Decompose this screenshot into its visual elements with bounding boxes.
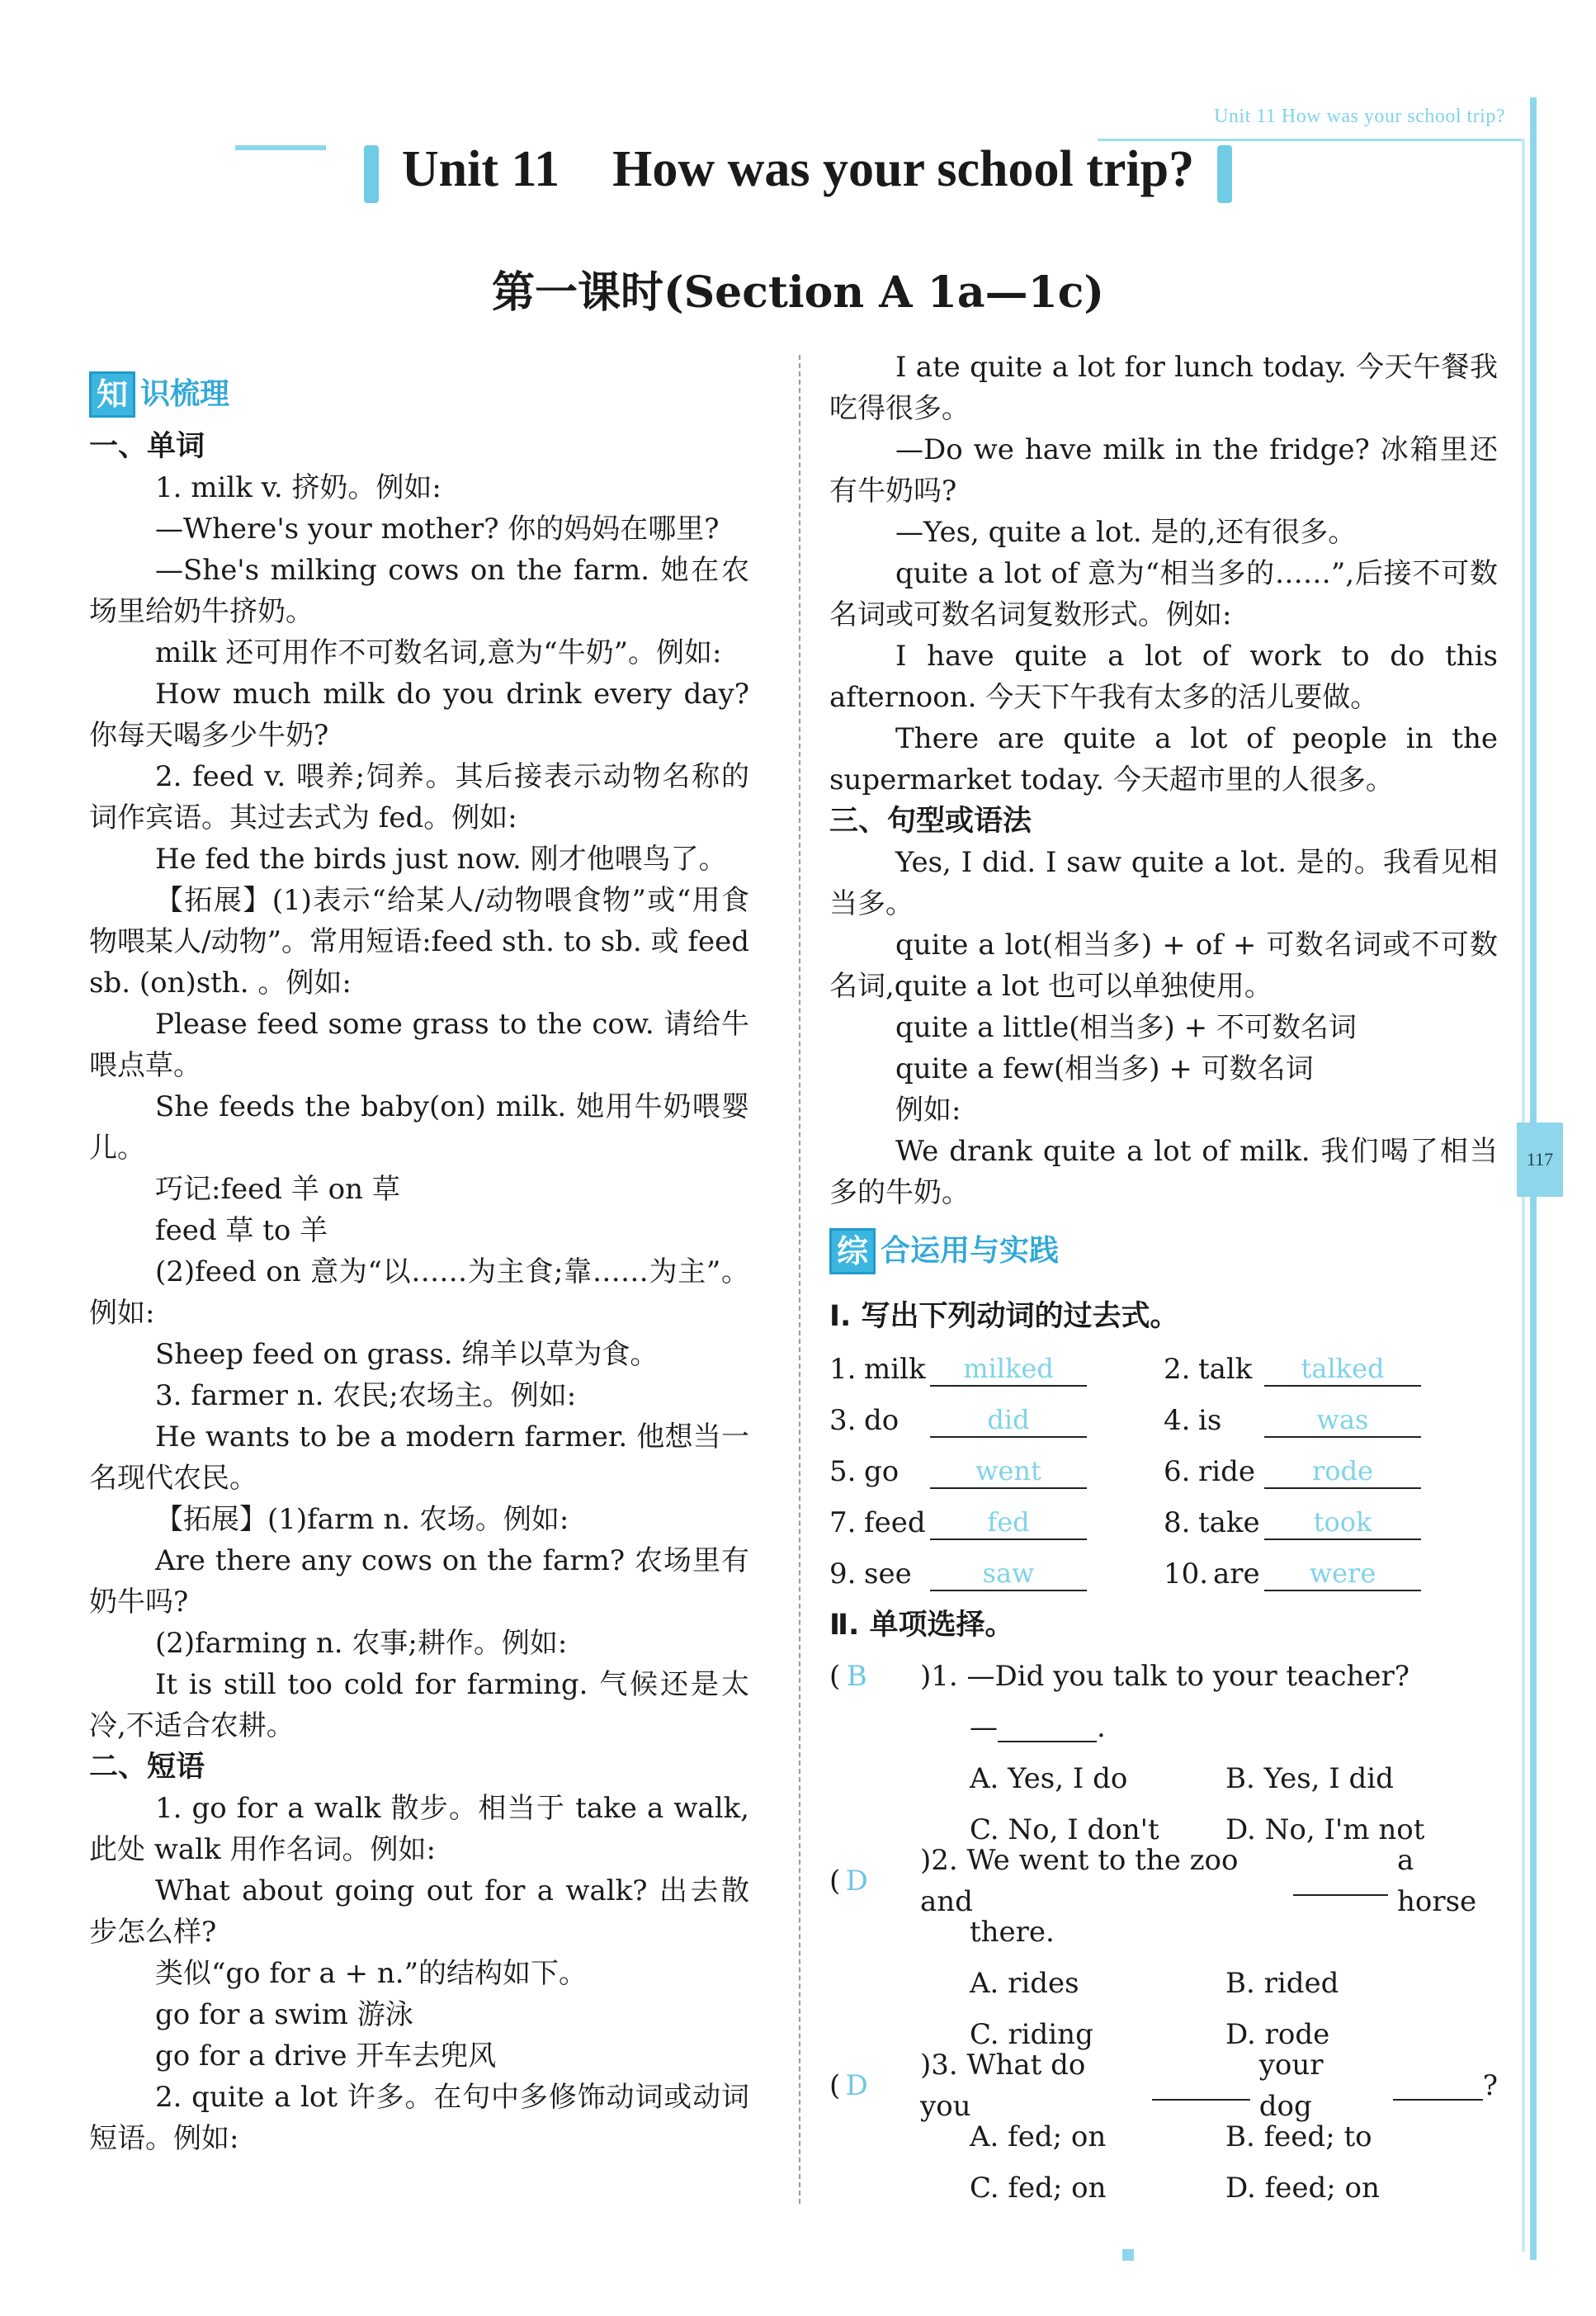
right-column [829, 347, 1498, 2214]
answer-blank: talked [1264, 1352, 1421, 1387]
exercise-item: 4. is was [1164, 1400, 1498, 1441]
paragraph: feed 草 to 羊 [155, 1214, 328, 1247]
page-number: 117 [1517, 1123, 1563, 1197]
paragraph: quite a lot of 意为“相当多的……”,后接不可数名词或可数名词复数形式。例如: [829, 557, 1498, 631]
heading-grammar: 三、句型或语法 [829, 805, 1032, 838]
heading-phrases: 二、短语 [89, 1751, 205, 1784]
paragraph: go for a drive 开车去兜风 [155, 2039, 497, 2073]
exercise-item: 9. see saw [829, 1553, 1164, 1595]
exercise-item: 3. do did [829, 1400, 1164, 1441]
paragraph: 2. feed v. 喂养;饲养。其后接表示动物名称的词作宾语。其过去式为 fed。例如: [89, 760, 749, 834]
exercise-1-title: Ⅰ. 写出下列动词的过去式。 [829, 1300, 1179, 1333]
paragraph: quite a little(相当多) + 不可数名词 [895, 1011, 1357, 1044]
paragraph: 类似“go for a + n.”的结构如下。 [155, 1957, 587, 1990]
paragraph: 巧记:feed 羊 on 草 [155, 1173, 400, 1206]
paragraph: —Where's your mother? 你的妈妈在哪里? [155, 513, 720, 546]
paragraph: How much milk do you drink every day? 你每天喝多少牛奶? [89, 678, 749, 752]
question-1-line2: — . [970, 1711, 1106, 1744]
paragraph: 【拓展】(1)farm n. 农场。例如: [155, 1503, 569, 1536]
unit-title [0, 140, 1596, 203]
answer-mark: D [845, 2069, 868, 2102]
paragraph: We drank quite a lot of milk. 我们喝了相当多的牛奶。 [829, 1135, 1498, 1209]
options-row [829, 1958, 1498, 2009]
option: C. riding [970, 2018, 1093, 2051]
heading-words: 一、单词 [89, 430, 205, 463]
paragraph: Are there any cows on the farm? 农场里有奶牛吗? [89, 1544, 749, 1619]
paragraph: I ate quite a lot for lunch today. 今天午餐我吃得很多。 [829, 351, 1498, 425]
answer-blank: milked [930, 1352, 1087, 1387]
paragraph: —Yes, quite a lot. 是的,还有很多。 [895, 516, 1357, 549]
paragraph: 【拓展】(1)表示“给某人/动物喂食物”或“用食物喂某人/动物”。常用短语:feed sth. to sb. 或 feed sb. (on)sth. 。例如: [89, 884, 749, 1000]
question-text: )2. We went to the zoo and [920, 1844, 1239, 1918]
paragraph: milk 还可用作不可数名词,意为“牛奶”。例如: [155, 636, 722, 669]
badge-icon: 知 [89, 371, 135, 418]
answer-line [998, 1713, 1097, 1742]
answer-blank: saw [930, 1557, 1087, 1591]
answer-mark: B [846, 1660, 867, 1693]
left-column [89, 362, 749, 2159]
paragraph: Yes, I did. I saw quite a lot. 是的。我看见相当多。 [829, 846, 1498, 920]
answer-line [1293, 1866, 1388, 1896]
option: A. rides [970, 1967, 1079, 2000]
question-2: ( D )2. We went to the zoo and a horse [829, 1855, 1498, 1907]
answer-line [1152, 2071, 1250, 2101]
options-row [829, 2162, 1498, 2214]
answer-blank: rode [1264, 1454, 1421, 1489]
exercise-row [829, 1446, 1498, 1497]
answer-mark: D [845, 1865, 868, 1898]
options-row [829, 1753, 1498, 1804]
option: A. Yes, I do [970, 1762, 1128, 1795]
option: B. feed; to [1225, 2120, 1372, 2153]
practice-badge [829, 1225, 1498, 1278]
paragraph: Please feed some grass to the cow. 请给牛喂点草。 [89, 1008, 749, 1082]
column-divider [799, 355, 800, 2204]
paragraph: He wants to be a modern farmer. 他想当一名现代农民。 [89, 1420, 749, 1495]
paragraph: quite a lot(相当多) + of + 可数名词或不可数名词,quite a lot 也可以单独使用。 [829, 929, 1498, 1003]
paragraph: go for a swim 游泳 [155, 1998, 413, 2031]
exercise-item: 6. ride rode [1164, 1451, 1498, 1492]
running-header: Unit 11 How was your school trip? [1214, 106, 1505, 127]
exercise-item: 1. milk milked [829, 1349, 1164, 1390]
unit-question: How was your school trip? [612, 141, 1195, 197]
paragraph: —Do we have milk in the fridge? 冰箱里还有牛奶吗? [829, 433, 1498, 508]
paragraph: quite a few(相当多) + 可数名词 [895, 1052, 1314, 1085]
exercise-row [829, 1497, 1498, 1548]
paragraph: She feeds the baby(on) milk. 她用牛奶喂婴儿。 [89, 1090, 749, 1165]
option: D. feed; on [1225, 2172, 1380, 2205]
exercise-row [829, 1548, 1498, 1600]
option: B. Yes, I did [1225, 1762, 1394, 1795]
paragraph: 2. quite a lot 许多。在句中多修饰动词或动词短语。例如: [89, 2081, 749, 2155]
bracket-right-icon [1217, 145, 1232, 203]
question-1: ( B )1. —Did you talk to your teacher? [829, 1651, 1498, 1702]
question-text: )3. What do you [920, 2049, 1086, 2123]
paragraph: (2)farming n. 农事;耕作。例如: [155, 1627, 568, 1660]
option: B. rided [1225, 1967, 1339, 2000]
answer-blank: fed [930, 1505, 1087, 1540]
footer-mark [1122, 2249, 1134, 2261]
option: C. No, I don't [970, 1813, 1159, 1846]
exercise-2-title: Ⅱ. 单项选择。 [829, 1609, 1014, 1642]
exercise-item: 8. take took [1164, 1502, 1498, 1543]
answer-blank: was [1264, 1403, 1421, 1438]
answer-blank: did [930, 1403, 1087, 1438]
badge-label: 合运用与实践 [881, 1234, 1060, 1268]
unit-label: Unit 11 [401, 141, 560, 197]
question-2-line2: there. [970, 1916, 1055, 1949]
option: D. rode [1225, 2018, 1330, 2051]
paragraph: I have quite a lot of work to do this afternoon. 今天下午我有太多的活儿要做。 [829, 640, 1498, 714]
exercise-item: 2. talk talked [1164, 1349, 1498, 1390]
badge-label: 识梳理 [140, 377, 230, 411]
paragraph: (2)feed on 意为“以……为主食;靠……为主”。例如: [89, 1255, 749, 1330]
option: D. No, I'm not [1225, 1813, 1425, 1846]
section-title: 第一课时(Section A 1a—1c) [491, 267, 1105, 318]
exercise-row [829, 1395, 1498, 1446]
exercise-item: 5. go went [829, 1451, 1164, 1492]
paragraph: What about going out for a walk? 出去散步怎么样? [89, 1874, 749, 1949]
answer-blank: went [930, 1454, 1087, 1489]
knowledge-badge [89, 368, 749, 421]
answer-blank: took [1264, 1505, 1421, 1540]
question-3: ( D )3. What do you your dog ? [829, 2060, 1498, 2111]
paragraph: There are quite a lot of people in the supermarket today. 今天超市里的人很多。 [829, 722, 1498, 796]
exercise-item: 7. feed fed [829, 1502, 1164, 1543]
bracket-left-icon [364, 145, 379, 203]
paragraph: —She's milking cows on the farm. 她在农场里给奶牛挤奶。 [89, 554, 749, 628]
exercise-item: 10. are were [1164, 1553, 1498, 1595]
answer-line [1393, 2071, 1483, 2101]
paragraph: 1. milk v. 挤奶。例如: [155, 471, 441, 504]
option: C. fed; on [970, 2172, 1107, 2205]
paragraph: 1. go for a walk 散步。相当于 take a walk,此处 walk 用作名词。例如: [89, 1792, 749, 1866]
paragraph: 例如: [895, 1094, 961, 1127]
badge-icon: 综 [829, 1228, 876, 1274]
paragraph: 3. farmer n. 农民;农场主。例如: [155, 1379, 577, 1412]
paragraph: Sheep feed on grass. 绵羊以草为食。 [155, 1338, 659, 1371]
answer-blank: were [1264, 1557, 1421, 1591]
question-text: )1. —Did you talk to your teacher? [920, 1660, 1409, 1693]
paragraph: He fed the birds just now. 刚才他喂鸟了。 [155, 843, 727, 876]
exercise-row [829, 1344, 1498, 1395]
option: A. fed; on [970, 2120, 1107, 2153]
paragraph: It is still too cold for farming. 气候还是太冷,不适合农耕。 [89, 1668, 749, 1742]
